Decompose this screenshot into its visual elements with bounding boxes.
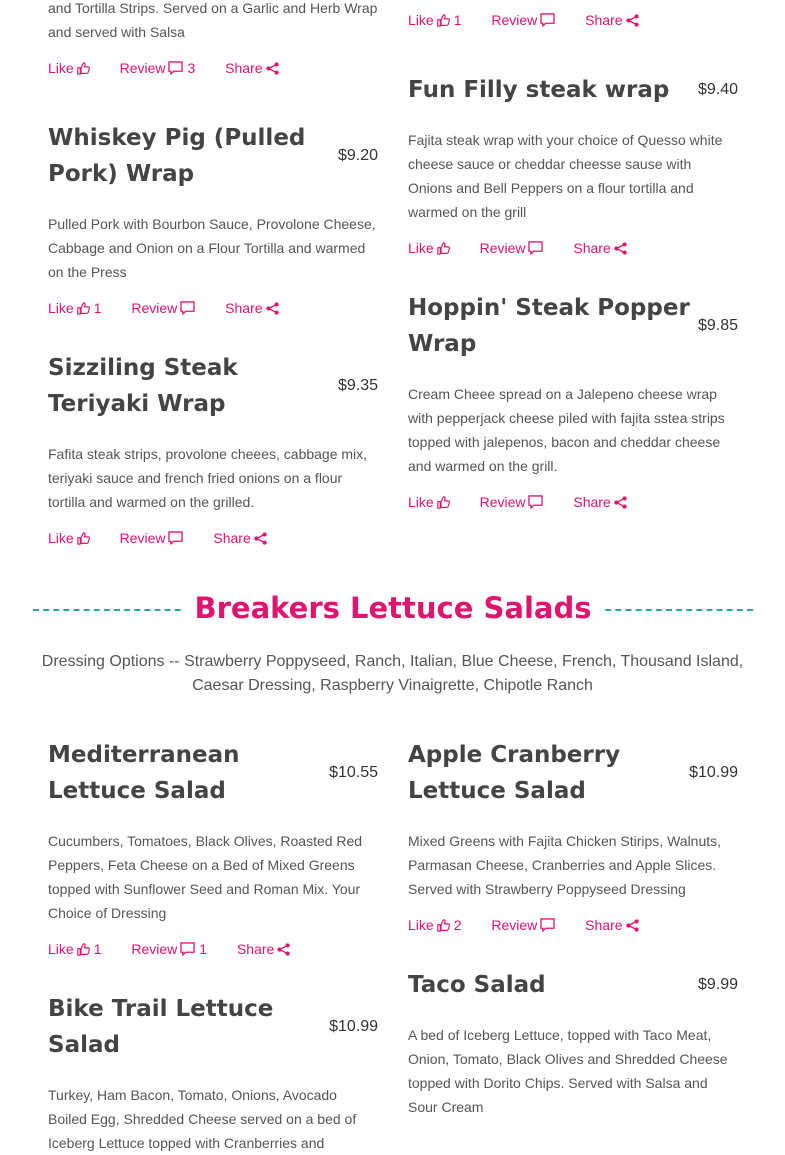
item-price: $10.99 xyxy=(689,764,738,781)
share-button[interactable]: Share xyxy=(573,490,626,514)
review-button[interactable]: Review xyxy=(131,296,195,320)
comment-icon xyxy=(168,61,183,75)
item-description: A bed of Iceberg Lettuce, topped with Taco Meat, Onion, Tomato, Black Olives and Shredded Cheese topped with Dorito Chips. Served with Salsa and Sour Cream xyxy=(408,1027,728,1115)
review-button[interactable]: Review 3 xyxy=(119,60,196,76)
review-button[interactable]: Review xyxy=(120,526,184,550)
review-button[interactable]: Review xyxy=(491,913,555,937)
thumbs-up-icon xyxy=(77,943,90,956)
item-actions xyxy=(48,937,378,961)
comment-icon xyxy=(528,495,543,509)
comment-icon xyxy=(540,918,555,932)
section-heading xyxy=(33,583,753,633)
share-icon xyxy=(266,302,279,315)
item-header xyxy=(48,737,378,809)
item-price: $10.55 xyxy=(329,764,378,781)
thumbs-up-icon xyxy=(437,242,450,255)
thumbs-up-icon xyxy=(437,919,450,932)
share-button[interactable]: Share xyxy=(225,56,278,80)
item-price: $10.99 xyxy=(329,1018,378,1035)
item-name: Sizziling Steak Teriyaki Wrap xyxy=(48,355,238,417)
item-header xyxy=(408,290,738,362)
menu-item-mediterranean-salad xyxy=(48,737,378,961)
item-price: $9.85 xyxy=(697,317,738,334)
item-price: $9.20 xyxy=(337,147,378,164)
item-name: Fun Filly steak wrap xyxy=(408,77,670,103)
item-actions xyxy=(48,56,305,80)
share-icon xyxy=(614,496,627,509)
like-count: 1 xyxy=(453,12,462,28)
item-header xyxy=(408,967,738,1003)
item-header xyxy=(48,120,378,192)
like-button[interactable]: Like 2 xyxy=(408,917,462,933)
comment-icon xyxy=(528,241,543,255)
comment-icon xyxy=(168,531,183,545)
thumbs-up-icon xyxy=(77,532,90,545)
share-icon xyxy=(254,532,267,545)
menu-item-hoppin-steak xyxy=(408,290,738,514)
menu-item-fun-filly xyxy=(408,72,738,260)
like-button[interactable]: Like xyxy=(48,526,90,550)
item-description: Fajita steak wrap with your choice of Quesso white cheese sauce or cheddar cheesse sause with Onions and Bell Peppers on a flour tortilla and warmed on the grill xyxy=(408,132,723,220)
dressing-options: Dressing Options -- Strawberry Poppyseed, Ranch, Italian, Blue Cheese, French, Thousand Island, Caesar Dressing, Raspberry Vinaigrette, Chipotle Ranch xyxy=(41,653,744,694)
share-icon xyxy=(626,919,639,932)
share-icon xyxy=(626,14,639,27)
like-button[interactable]: Like xyxy=(408,490,450,514)
menu-item-taco-salad xyxy=(408,967,738,1119)
item-description: Cucumbers, Tomatoes, Black Olives, Roasted Red Peppers, Feta Cheese on a Bed of Mixed Greens topped with Sunflower Seed and Roman Mix. Your Choice of Dressing xyxy=(48,833,363,921)
review-button[interactable]: Review 1 xyxy=(131,941,208,957)
share-button[interactable]: Share xyxy=(213,526,266,550)
share-icon xyxy=(614,242,627,255)
thumbs-up-icon xyxy=(77,302,90,315)
item-price: $9.35 xyxy=(337,377,378,394)
review-button[interactable]: Review xyxy=(491,8,555,32)
item-description: and Tortilla Strips. Served on a Garlic and Herb Wrap and served with Salsa xyxy=(48,0,378,40)
thumbs-up-icon xyxy=(77,62,90,75)
item-actions xyxy=(408,236,738,260)
item-header xyxy=(48,991,378,1063)
like-count: 1 xyxy=(93,941,102,957)
menu-item-bike-trail-salad xyxy=(48,991,378,1155)
comment-icon xyxy=(180,301,195,315)
like-count: 2 xyxy=(453,917,462,933)
like-button[interactable]: Like xyxy=(48,56,90,80)
like-count: 1 xyxy=(93,300,102,316)
share-button[interactable]: Share xyxy=(585,913,638,937)
comment-icon xyxy=(540,13,555,27)
item-description: Turkey, Ham Bacon, Tomato, Onions, Avocado Boiled Egg, Shredded Cheese served on a bed of Iceberg Lettuce topped with Cranberries and xyxy=(48,1087,357,1151)
share-button[interactable]: Share xyxy=(225,296,278,320)
item-description: Mixed Greens with Fajita Chicken Stirips, Walnuts, Parmasan Cheese, Cranberries and Apple Slices. Served with Strawberry Poppyseed Dressing xyxy=(408,833,722,897)
review-count: 1 xyxy=(199,941,208,957)
review-count: 3 xyxy=(187,60,196,76)
thumbs-up-icon xyxy=(437,14,450,27)
like-button[interactable]: Like 1 xyxy=(408,12,462,28)
item-header xyxy=(48,350,378,422)
share-icon xyxy=(277,943,290,956)
item-actions xyxy=(408,913,738,937)
item-description: Cream Cheee spread on a Jalepeno cheese wrap with pepperjack cheese piled with fajita sstea strips topped with jalepenos, bacon and cheddar cheese and warmed on the grill. xyxy=(408,386,725,474)
item-name: Bike Trail Lettuce Salad xyxy=(48,996,274,1058)
item-actions xyxy=(48,526,378,550)
item-header xyxy=(408,72,738,108)
item-price: $9.40 xyxy=(697,81,738,98)
review-button[interactable]: Review xyxy=(480,236,544,260)
item-price: $9.99 xyxy=(697,976,738,993)
thumbs-up-icon xyxy=(437,496,450,509)
item-header xyxy=(408,737,738,809)
item-description: Fafita steak strips, provolone cheees, cabbage mix, teriyaki sauce and french fried onions on a flour tortilla and warmed on the grilled. xyxy=(48,446,368,510)
share-button[interactable]: Share xyxy=(585,8,638,32)
share-icon xyxy=(266,62,279,75)
item-name: Taco Salad xyxy=(408,972,546,998)
like-button[interactable]: Like xyxy=(408,236,450,260)
menu-item-whiskey-pig xyxy=(48,120,378,320)
item-description: Pulled Pork with Bourbon Sauce, Provolone Cheese, Cabbage and Onion on a Flour Tortilla and warmed on the Press xyxy=(48,216,376,280)
item-actions xyxy=(408,490,738,514)
section-title: Breakers Lettuce Salads xyxy=(33,583,753,633)
item-name: Apple Cranberry Lettuce Salad xyxy=(408,742,621,804)
comment-icon xyxy=(180,942,195,956)
item-name: Hoppin' Steak Popper Wrap xyxy=(408,295,690,357)
menu-item-sizzling-steak xyxy=(48,350,378,550)
share-button[interactable]: Share xyxy=(573,236,626,260)
item-name: Whiskey Pig (Pulled Pork) Wrap xyxy=(48,125,306,187)
item-actions xyxy=(48,296,378,320)
like-button[interactable]: Like 1 xyxy=(48,300,102,316)
review-button[interactable]: Review xyxy=(480,490,544,514)
share-button[interactable]: Share xyxy=(237,937,290,961)
item-actions xyxy=(408,8,665,32)
item-name: Mediterranean Lettuce Salad xyxy=(48,742,240,804)
like-button[interactable]: Like 1 xyxy=(48,941,102,957)
menu-item-apple-cranberry-salad xyxy=(408,737,738,937)
